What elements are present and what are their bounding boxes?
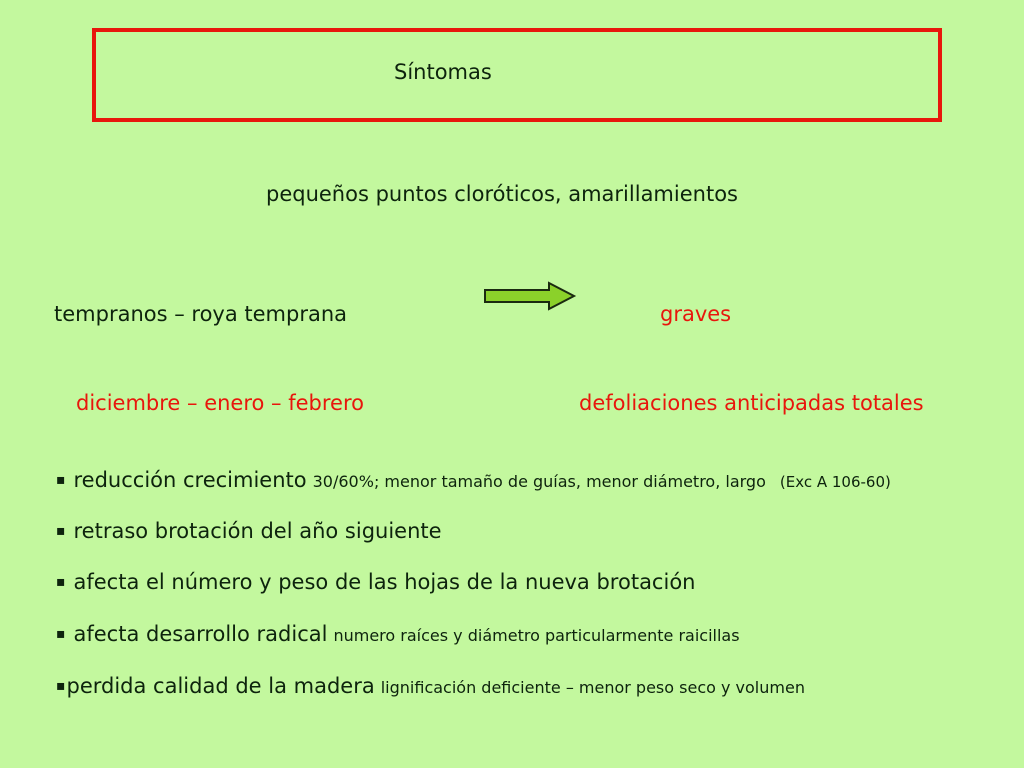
list-item xyxy=(56,620,740,651)
square-bullet-icon: ▪ xyxy=(56,626,66,642)
bullet-detail-text: lignificación deficiente – menor peso seco y volumen xyxy=(380,678,805,697)
bullet-main-text: afecta el número y peso de las hojas de la nueva brotación xyxy=(73,570,696,594)
square-bullet-icon: ▪ xyxy=(56,472,66,488)
list-item xyxy=(56,517,442,548)
symptom-summary: pequeños puntos cloróticos, amarillamientos xyxy=(266,182,738,206)
list-item xyxy=(56,568,695,599)
bullet-main-text: reducción crecimiento xyxy=(73,468,307,492)
right-arrow-icon xyxy=(483,281,577,311)
title-frame xyxy=(92,28,942,122)
square-bullet-icon: ▪ xyxy=(56,678,66,694)
slide-title: Síntomas xyxy=(394,60,492,84)
months-label: diciembre – enero – febrero xyxy=(76,391,364,415)
bullet-main-text: retraso brotación del año siguiente xyxy=(73,519,442,543)
bullet-main-text: perdida calidad de la madera xyxy=(66,674,375,698)
early-symptoms-label: tempranos – roya temprana xyxy=(54,302,348,326)
defoliation-label: defoliaciones anticipadas totales xyxy=(579,391,924,415)
square-bullet-icon: ▪ xyxy=(56,523,66,539)
bullet-main-text: afecta desarrollo radical xyxy=(73,622,328,646)
list-item xyxy=(56,466,891,497)
bullet-detail-text: 30/60%; menor tamaño de guías, menor diámetro, largo xyxy=(312,472,766,491)
bullet-reference-text: (Exc A 106-60) xyxy=(779,473,891,491)
severity-label: graves xyxy=(660,302,732,326)
list-item xyxy=(56,672,805,703)
bullet-detail-text: numero raíces y diámetro particularmente raicillas xyxy=(333,626,740,645)
square-bullet-icon: ▪ xyxy=(56,574,66,590)
